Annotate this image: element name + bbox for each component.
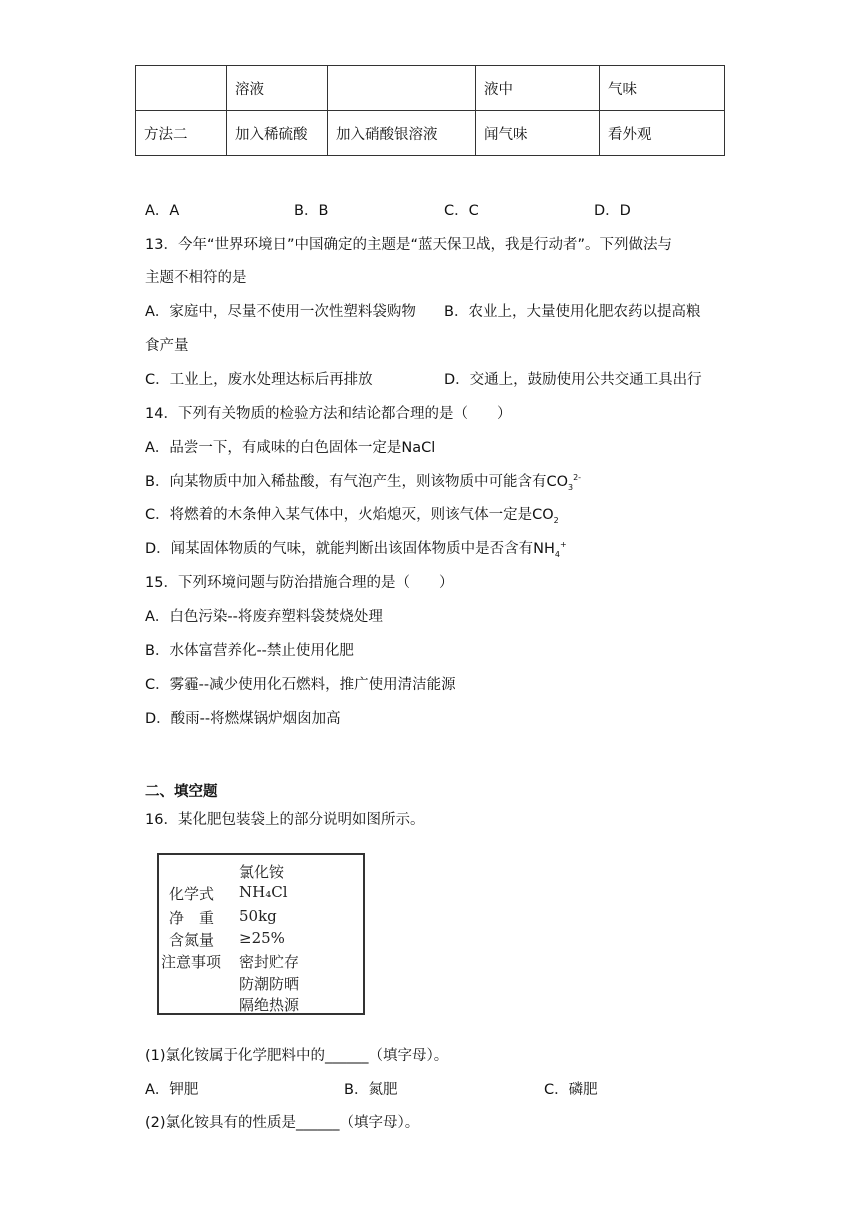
q16-sub2: (2)氯化铵具有的性质是______（填字母）。 [145, 1115, 420, 1131]
q14-option-d [145, 537, 567, 559]
label-weight-value: 50kg [239, 907, 277, 925]
q15-option-a: A．白色污染--将废弃塑料袋焚烧处理 [145, 609, 383, 625]
q13-stem-line1: 13．今年“世界环境日”中国确定的主题是“蓝天保卫战，我是行动者”。下列做法与 [145, 237, 672, 253]
table-cell: 看外观 [600, 111, 725, 156]
label-note-item: 防潮防晒 [239, 975, 300, 993]
table-cell: 闻气味 [476, 111, 600, 156]
table-cell: 气味 [600, 66, 725, 111]
q13-option-b-cont: 食产量 [145, 338, 189, 354]
label-formula-value: NH₄Cl [239, 883, 288, 901]
q16-stem: 16．某化肥包装袋上的部分说明如图所示。 [145, 812, 425, 828]
section-heading: 二、填空题 [145, 784, 218, 800]
superscript: + [560, 540, 567, 550]
label-notes-key: 注意事项 [161, 953, 222, 971]
q14-option-c [145, 503, 559, 525]
table-cell [328, 66, 476, 111]
table-cell [136, 66, 227, 111]
q12-option-c: C．C [444, 203, 479, 219]
table-cell: 加入稀硫酸 [227, 111, 328, 156]
table-row [136, 66, 725, 111]
q13-option-a: A．家庭中，尽量不使用一次性塑料袋购物 [145, 304, 416, 320]
label-weight-key: 净 重 [169, 909, 215, 927]
q15-stem: 15．下列环境问题与防治措施合理的是（ ） [145, 575, 454, 591]
q15-option-c: C．雾霾--减少使用化石燃料，推广使用清洁能源 [145, 677, 456, 693]
label-note-item: 密封贮存 [239, 953, 300, 971]
fertilizer-label-figure [157, 853, 365, 1015]
label-formula-key: 化学式 [169, 885, 215, 903]
q13-stem-line2: 主题不相符的是 [145, 270, 247, 286]
q15-option-d: D．酸雨--将燃煤锅炉烟囱加高 [145, 711, 341, 727]
q13-option-c: C．工业上，废水处理达标后再排放 [145, 372, 373, 388]
q14-option-b-text: B．向某物质中加入稀盐酸，有气泡产生，则该物质中可能含有CO [145, 474, 568, 490]
q13-option-d: D．交通上，鼓励使用公共交通工具出行 [444, 372, 702, 388]
label-nitrogen-value: ≥25% [239, 929, 285, 947]
label-product-name: 氯化铵 [239, 863, 285, 881]
q16-sub1-option-b: B．氮肥 [344, 1082, 398, 1098]
table-cell: 溶液 [227, 66, 328, 111]
q14-option-d-text: D．闻某固体物质的气味，就能判断出该固体物质中是否含有NH [145, 541, 555, 557]
subscript: 4 [554, 549, 561, 559]
table-cell: 液中 [476, 66, 600, 111]
q15-option-b: B．水体富营养化--禁止使用化肥 [145, 643, 354, 659]
table-cell: 加入硝酸银溶液 [328, 111, 476, 156]
subscript: 3 [567, 482, 574, 492]
q14-stem: 14．下列有关物质的检验方法和结论都合理的是（ ） [145, 406, 512, 422]
q14-option-c-text: C．将燃着的木条伸入某气体中，火焰熄灭，则该气体一定是CO [145, 507, 554, 523]
q16-sub1-option-a: A．钾肥 [145, 1082, 199, 1098]
subscript: 2 [553, 515, 559, 525]
methods-table [135, 65, 725, 156]
table-cell: 方法二 [136, 111, 227, 156]
label-nitrogen-key: 含氮量 [169, 931, 215, 949]
q16-sub1: (1)氯化铵属于化学肥料中的______（填字母）。 [145, 1048, 449, 1064]
q12-option-a: A．A [145, 203, 180, 219]
q14-option-b [145, 470, 581, 492]
label-note-item: 隔绝热源 [239, 996, 300, 1014]
q12-option-b: B．B [294, 203, 329, 219]
q14-option-a: A．品尝一下，有咸味的白色固体一定是NaCl [145, 440, 436, 456]
superscript: 2- [573, 473, 582, 483]
q13-option-b: B．农业上，大量使用化肥农药以提高粮 [444, 304, 701, 320]
table-row [136, 111, 725, 156]
q12-option-d: D．D [594, 203, 631, 219]
q16-sub1-option-c: C．磷肥 [544, 1082, 598, 1098]
